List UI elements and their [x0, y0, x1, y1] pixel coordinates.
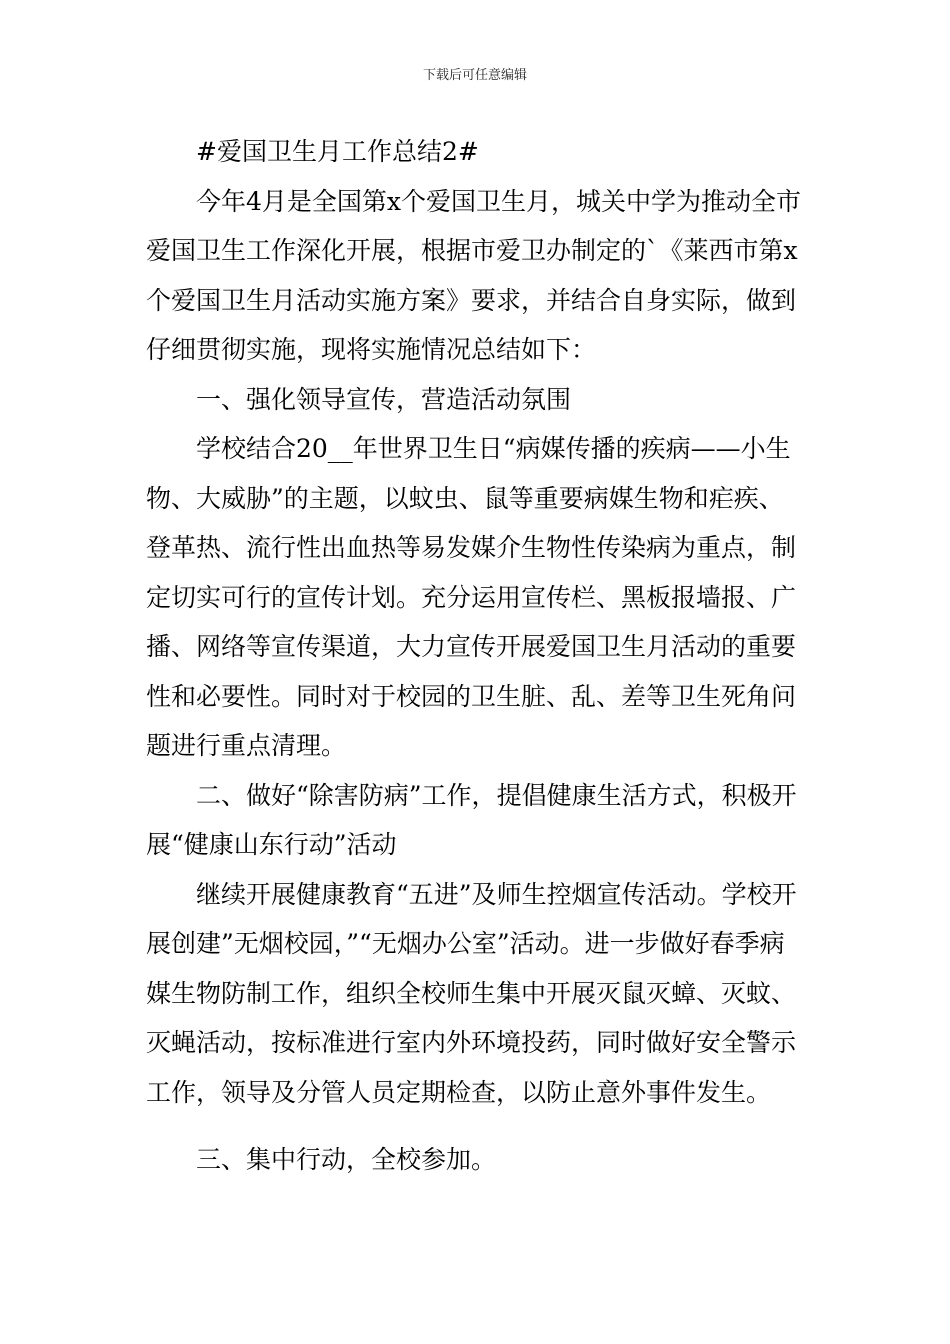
section-heading-2: 二、做好“除害防病”工作，提倡健康生活方式，积极开展“健康山东行动”活动: [146, 780, 797, 859]
paragraph-intro: 今年4月是全国第x个爱国卫生月，城关中学为推动全市爱国卫生工作深化开展，根据市爱卫办制定的`《莱西市第x个爱国卫生月活动实施方案》要求，并结合自身实际，做到仔细贯彻实施，现将实施情况总结如下：: [146, 186, 802, 364]
paragraph-section-2: 继续开展健康教育“五进”及师生控烟宣传活动。学校开展创建”无烟校园，”“无烟办公室”活动。进一步做好春季病媒生物防制工作，组织全校师生集中开展灭鼠灭蟑、灭蚊、灭蝇活动，按标准进行室内外环境投药，同时做好安全警示工作，领导及分管人员定期检查，以防止意外事件发生。: [146, 879, 797, 1107]
download-note: 下载后可任意编辑: [422, 68, 527, 83]
section-heading-1: 一、强化领导宣传，营造活动氛围: [196, 384, 572, 414]
document-body: [146, 127, 806, 1185]
document-title: #爱国卫生月工作总结2#: [196, 137, 479, 166]
paragraph-section-1: 学校结合20__年世界卫生日“病媒传播的疾病——小生物、大威胁”的主题，以蚊虫、鼠等重要病媒生物和疟疾、登革热、流行性出血热等易发媒介生物性传染病为重点，制定切实可行的宣传计划。充分运用宣传栏、黑板报墙报、广播、网络等宣传渠道，大力宣传开展爱国卫生月活动的重要性和必要性。同时对于校园的卫生脏、乱、差等卫生死角问题进行重点清理。: [146, 434, 797, 760]
section-heading-3: 三、集中行动，全校参加。: [196, 1145, 497, 1174]
